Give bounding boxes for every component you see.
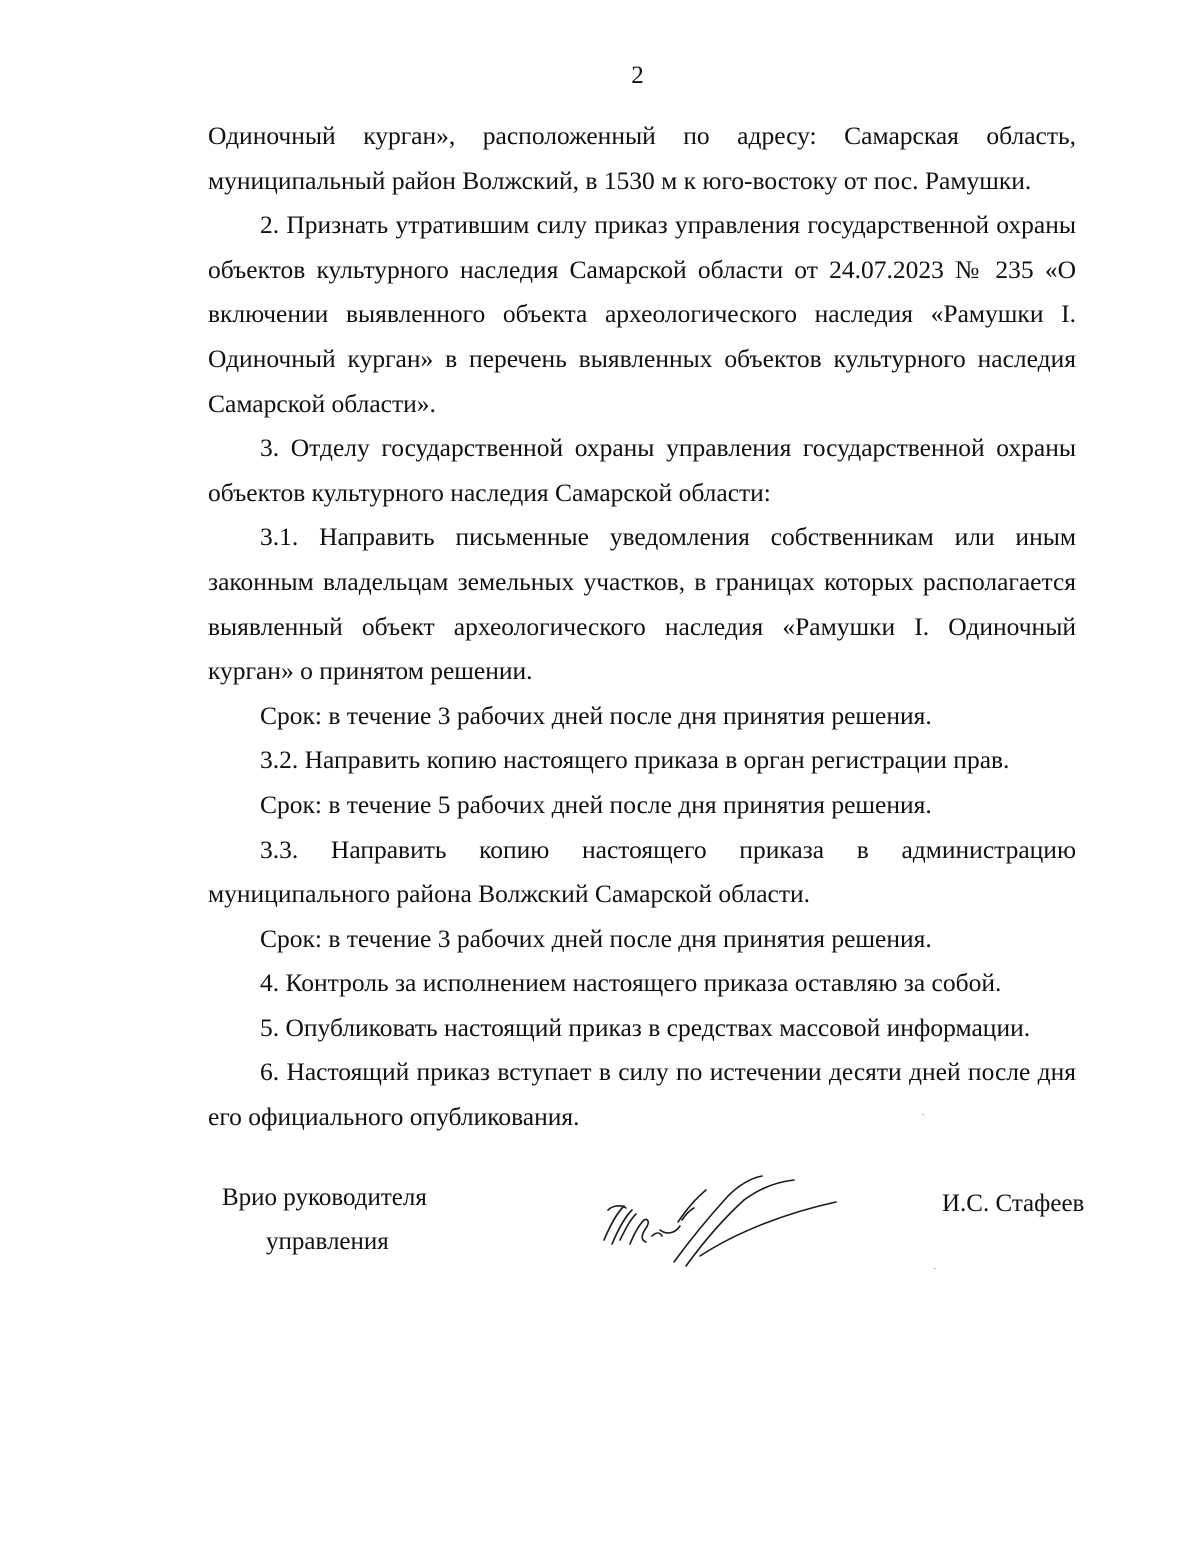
handwritten-signature — [590, 1170, 850, 1280]
paragraph-2: 2. Признать утратившим силу приказ управления государственной охраны объектов культурного наследия Самарской области от 24.07.2023 № 235 «О включении выявленного объекта археологического наследия «Рамушки I. Одиночный курган» в перечень выявленных объектов культурного наследия Самарской области». — [208, 210, 1076, 418]
scan-speck — [922, 1114, 924, 1115]
page-number: 2 — [631, 62, 644, 89]
signatory-title — [222, 1176, 427, 1264]
paragraph-3-2: 3.2. Направить копию настоящего приказа в орган регистрации прав. — [260, 745, 1010, 775]
deadline-3-2: Срок: в течение 5 рабочих дней после дня принятия решения. — [260, 789, 932, 819]
signatory-title-line1: Врио руководителя — [222, 1184, 427, 1211]
paragraph-3-3: 3.3. Направить копию настоящего приказа в администрацию муниципального района Волжский Самарской области. — [208, 834, 1076, 909]
paragraph-5: 5. Опубликовать настоящий приказ в средствах массовой информации. — [260, 1012, 1031, 1042]
signatory-name: И.С. Стафеев — [942, 1190, 1085, 1217]
document-body — [208, 114, 1076, 1140]
paragraph-6: 6. Настоящий приказ вступает в силу по истечении десяти дней после дня его официального опубликования. — [208, 1057, 1076, 1132]
signatory-title-line2: управления — [266, 1228, 389, 1255]
paragraph-1-continuation: Одиночный курган», расположенный по адресу: Самарская область, муниципальный район Волжский, в 1530 м к юго-востоку от пос. Рамушки. — [208, 121, 1076, 195]
scan-speck — [934, 1268, 936, 1269]
paragraph-3: 3. Отделу государственной охраны управления государственной охраны объектов культурного наследия Самарской области: — [208, 433, 1076, 507]
paragraph-4: 4. Контроль за исполнением настоящего приказа оставляю за собой. — [260, 968, 1002, 998]
paragraph-3-1: 3.1. Направить письменные уведомления собственникам или иным законным владельцам земельных участков, в границах которых располагается выявленный объект археологического наследия «Рамушки I. Одиночный курган» о принятом решении. — [208, 522, 1076, 686]
deadline-3-1: Срок: в течение 3 рабочих дней после дня принятия решения. — [260, 700, 932, 730]
deadline-3-3: Срок: в течение 3 рабочих дней после дня принятия решения. — [260, 923, 932, 953]
